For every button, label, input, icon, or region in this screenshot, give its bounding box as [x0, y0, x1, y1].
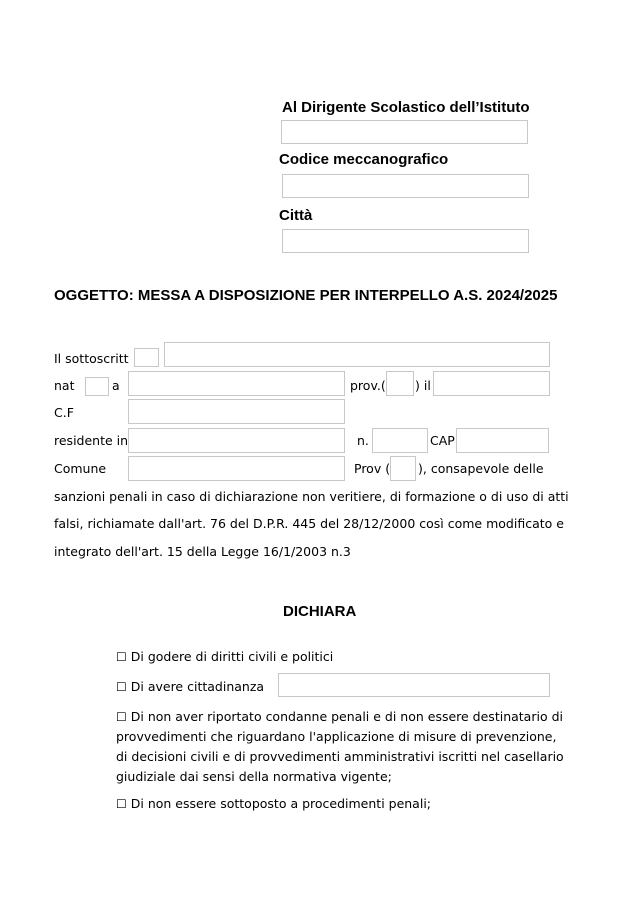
recipient-heading: Al Dirigente Scolastico dell’Istituto — [282, 99, 530, 116]
institute-name-field[interactable] — [281, 120, 528, 144]
declaration-no-convictions-text: Di non aver riportato condanne penali e di non essere destinatario di provvedimenti che riguardano l'applicazione di misure di prevenzione, di decisioni civili e di provvedimenti amministrativi iscritti nel casellario giudiziale dai sensi della normativa vigente; — [116, 709, 564, 784]
born-suffix-field[interactable] — [85, 377, 109, 396]
gender-suffix-field[interactable] — [134, 348, 159, 367]
street-number-label: n. — [357, 433, 369, 448]
residence-province-field[interactable] — [390, 456, 416, 481]
municipality-label: Comune — [54, 461, 107, 476]
declaration-no-proceedings — [116, 796, 431, 811]
birthplace-field[interactable] — [128, 371, 345, 396]
birth-date-field[interactable] — [433, 371, 550, 396]
school-code-field[interactable] — [282, 174, 529, 198]
declaration-citizenship-text: Di avere cittadinanza — [130, 679, 265, 694]
checkbox-civil-rights[interactable]: ☐ — [116, 650, 127, 664]
residence-label: residente in — [54, 433, 129, 448]
birth-prov-open-label: prov.( — [350, 378, 386, 393]
postal-code-label: CAP — [430, 433, 455, 448]
citizenship-field[interactable] — [278, 673, 550, 697]
city-label: Città — [279, 207, 313, 224]
checkbox-no-proceedings[interactable]: ☐ — [116, 797, 127, 811]
declaration-civil-rights — [116, 649, 333, 664]
body-line-3: integrato dell'art. 15 della Legge 16/1/2003 n.3 — [54, 544, 351, 559]
birth-province-field[interactable] — [386, 371, 414, 396]
born-label: nat — [54, 378, 75, 393]
tax-code-label: C.F — [54, 405, 74, 420]
subject-title: OGGETTO: MESSA A DISPOSIZIONE PER INTERPELLO A.S. 2024/2025 — [54, 287, 558, 304]
declaration-citizenship — [116, 679, 264, 694]
postal-code-field[interactable] — [456, 428, 549, 453]
declaration-no-convictions — [116, 707, 566, 787]
birth-prov-close-label: ) il — [415, 378, 431, 393]
body-line-2: falsi, richiamate dall'art. 76 del D.P.R. 445 del 28/12/2000 così come modificato e — [54, 516, 564, 531]
school-code-label: Codice meccanografico — [279, 151, 449, 168]
tax-code-field[interactable] — [128, 399, 345, 424]
body-line-1: sanzioni penali in caso di dichiarazione non veritiere, di formazione o di uso di atti — [54, 489, 569, 504]
residence-prov-close-label: ), consapevole delle — [418, 461, 544, 476]
residence-prov-open-label: Prov ( — [354, 461, 391, 476]
declaration-civil-rights-text: Di godere di diritti civili e politici — [130, 649, 334, 664]
residence-field[interactable] — [128, 428, 345, 453]
declaration-no-proceedings-text: Di non essere sottoposto a procedimenti penali; — [130, 796, 432, 811]
street-number-field[interactable] — [372, 428, 428, 453]
checkbox-no-convictions[interactable]: ☐ — [116, 710, 127, 724]
checkbox-citizenship[interactable]: ☐ — [116, 680, 127, 694]
undersigned-label: Il sottoscritt — [54, 351, 129, 366]
municipality-field[interactable] — [128, 456, 345, 481]
born-at-label: a — [112, 378, 120, 393]
full-name-field[interactable] — [164, 342, 550, 367]
city-field[interactable] — [282, 229, 529, 253]
declaration-title: DICHIARA — [283, 603, 357, 620]
